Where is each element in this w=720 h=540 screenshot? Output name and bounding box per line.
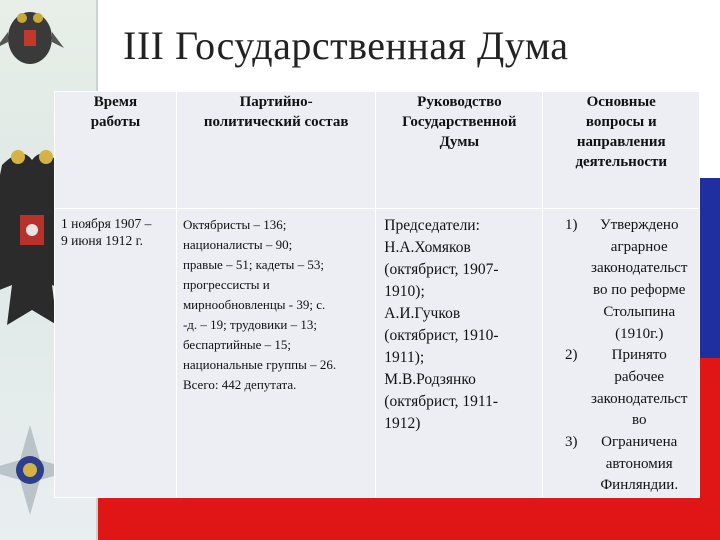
header-leadership: Руководство Государственной Думы [376,92,543,209]
header-issues: Основные вопросы и направления деятельности [543,92,700,209]
table-header-row [55,92,700,209]
duma-table [54,91,700,498]
slide-title: III Государственная Дума [123,23,569,68]
period-cell: 1 ноября 1907 – 9 июня 1912 г. [55,209,177,498]
leadership-cell: Председатели: Н.А.Хомяков (октябрист, 1907- 1910); А.И.Гучков (октябрист, 1910- 1911); М.В.Родзянко (октябрист, 1911- 1912) [376,209,543,498]
header-period: Время работы [55,92,177,209]
header-parties: Партийно- политический состав [176,92,375,209]
issue-item: 1) Утверждено аграрное законодательст во по реформе Столыпина (1910г.) [564,217,688,342]
issue-item: 3) Ограничена автономия Финляндии. [564,434,679,494]
issue-item: 2) Принято рабочее законодательст во [564,347,688,429]
issues-cell [543,209,700,498]
parties-cell: Октябристы – 136; националисты – 90; правые – 51; кадеты – 53; прогрессисты и мирнообновленцы - 39; с. -д. – 19; трудовики – 13; беспартийные – 15; национальные группы – 26. Всего: 442 депутата. [176,209,375,498]
table-row [55,209,700,498]
